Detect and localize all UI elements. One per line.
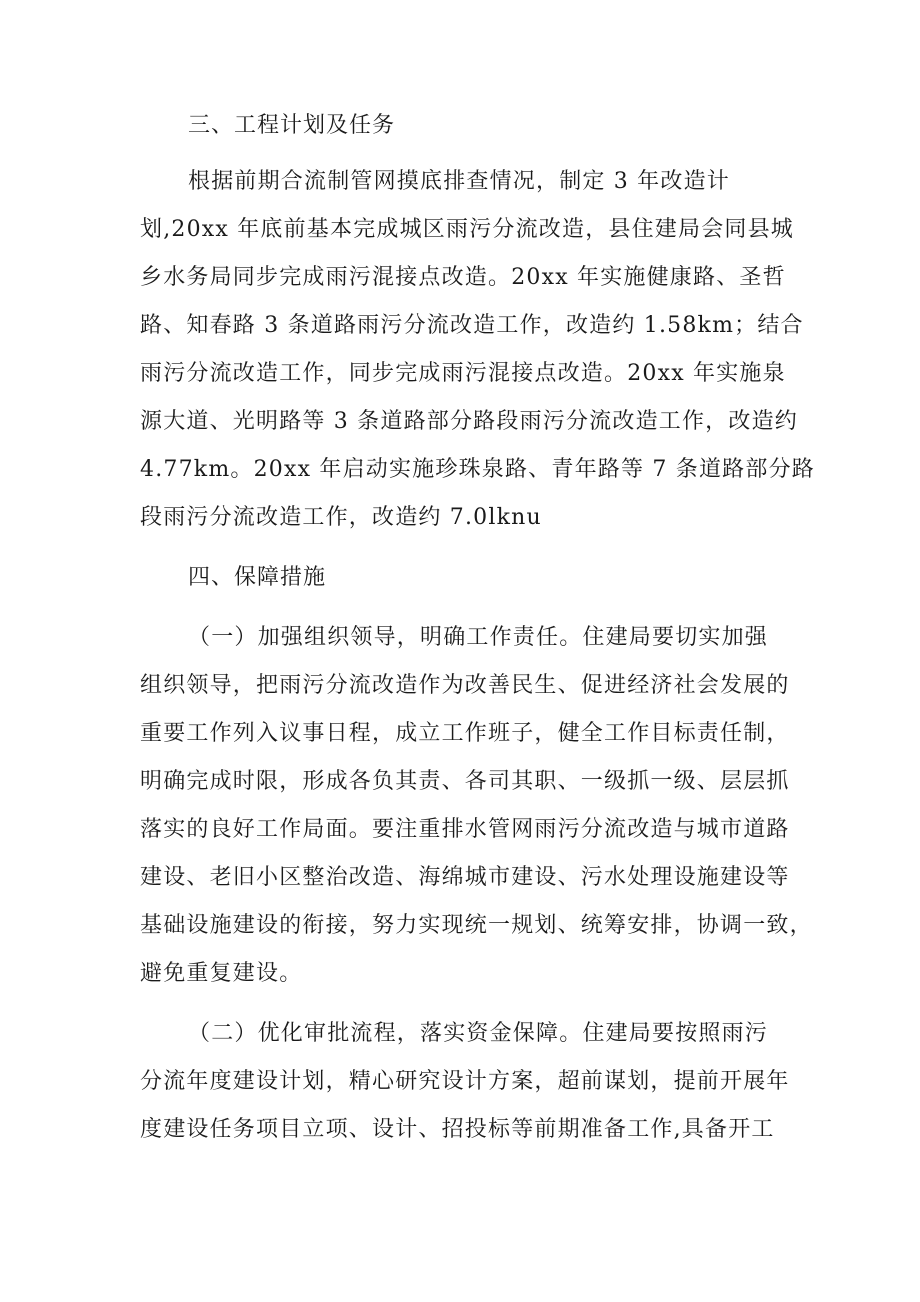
paragraph-plan	[140, 158, 815, 542]
paragraph-line: 划,20xx 年底前基本完成城区雨污分流改造，县住建局会同县城	[140, 217, 794, 242]
paragraph-line: 分流年度建设计划，精心研究设计方案，超前谋划，提前开展年	[140, 1069, 790, 1094]
paragraph-line: 建设、老旧小区整治改造、海绵城市建设、污水处理设施建设等	[140, 865, 790, 890]
paragraph-line: 路、知春路 3 条道路雨污分流改造工作，改造约 1.58km；结合	[140, 313, 804, 338]
paragraph-line: 组织领导，把雨污分流改造作为改善民生、促进经济社会发展的	[140, 673, 790, 698]
paragraph-line: 基础设施建设的衔接，努力实现统一规划、统筹安排，协调一致，	[140, 913, 813, 938]
paragraph-line: （二）优化审批流程，落实资金保障。住建局要按照雨污	[188, 1021, 769, 1046]
paragraph-line: 4.77km。20xx 年启动实施珍珠泉路、青年路等 7 条道路部分路	[140, 457, 815, 482]
paragraph-line: 避免重复建设。	[140, 961, 303, 986]
paragraph-line: 段雨污分流改造工作，改造约 7.0lknu	[140, 505, 542, 530]
paragraph-line: 源大道、光明路等 3 条道路部分路段雨污分流改造工作，改造约	[140, 409, 798, 434]
section-heading-plan: 三、工程计划及任务	[188, 113, 396, 138]
paragraph-line: 重要工作列入议事日程，成立工作班子，健全工作目标责任制，	[140, 721, 790, 746]
paragraph-measure-2	[140, 1010, 790, 1154]
section-heading-measures: 四、保障措施	[188, 565, 327, 590]
paragraph-line: 明确完成时限，形成各负其责、各司其职、一级抓一级、层层抓	[140, 769, 790, 794]
paragraph-line: 落实的良好工作局面。要注重排水管网雨污分流改造与城市道路	[140, 817, 790, 842]
paragraph-line: 乡水务局同步完成雨污混接点改造。20xx 年实施健康路、圣哲	[140, 265, 786, 290]
paragraph-line: 雨污分流改造工作，同步完成雨污混接点改造。20xx 年实施泉	[140, 361, 786, 386]
paragraph-line: 根据前期合流制管网摸底排查情况，制定 3 年改造计	[188, 169, 730, 194]
paragraph-line: （一）加强组织领导，明确工作责任。住建局要切实加强	[188, 625, 769, 650]
paragraph-line: 度建设任务项目立项、设计、招投标等前期准备工作,具备开工	[140, 1117, 775, 1142]
paragraph-measure-1	[140, 614, 813, 998]
